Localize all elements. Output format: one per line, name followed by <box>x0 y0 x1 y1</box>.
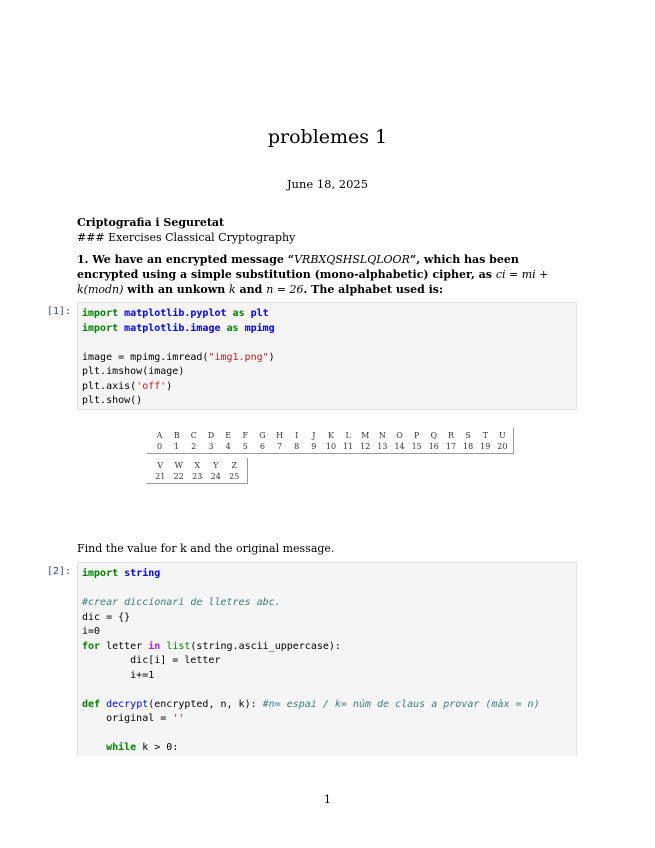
alphabet-row-1 <box>147 428 514 454</box>
alphabet-letter-3: D <box>207 431 215 440</box>
alphabet-row-2 <box>147 458 248 484</box>
alphabet-number-12: 12 <box>360 442 371 451</box>
alphabet-number-2: 2 <box>191 442 197 451</box>
code-cell-2[interactable] <box>77 562 577 756</box>
cell-2-line-8 <box>82 683 572 698</box>
alphabet-letter-15: P <box>413 431 420 440</box>
q1-k: k <box>229 283 236 296</box>
alphabet-letter-13: N <box>378 431 386 440</box>
alphabet-number-4: 25 <box>229 472 240 481</box>
alphabet-number-3: 24 <box>210 472 221 481</box>
alphabet-letter-20: U <box>499 431 506 440</box>
alphabet-letter-4: E <box>225 431 232 440</box>
cell-2-line-10: original = '' <box>82 713 185 724</box>
alphabet-number-9: 9 <box>311 442 317 451</box>
cell-2-prompt: [2]: <box>47 566 72 577</box>
alphabet-letter-4: Z <box>231 461 238 470</box>
alphabet-letter-2: C <box>190 431 197 440</box>
intro <box>77 215 579 245</box>
alphabet-table <box>147 428 514 484</box>
alphabet-number-10: 10 <box>325 442 337 451</box>
alphabet-letter-3: Y <box>213 461 219 470</box>
page-date: June 18, 2025 <box>286 177 369 191</box>
question-1 <box>77 252 579 297</box>
alphabet-number-17: 17 <box>445 442 457 451</box>
cell-2-line-9: def decrypt(encrypted, n, k): #n= espai / k= núm de claus a provar (màx = n) <box>82 698 540 710</box>
alphabet-number-0: 0 <box>157 442 163 451</box>
alphabet-number-20: 20 <box>497 442 508 451</box>
alphabet-letter-1: B <box>173 431 180 440</box>
alphabet-letter-19: T <box>482 431 488 440</box>
q1-message: VRBXQSHSLQLOOR <box>294 253 410 266</box>
q1-num: 1. <box>77 253 89 266</box>
cell-1-line-5: plt.axis('off') <box>82 380 173 392</box>
cell-1-prompt: [1]: <box>47 306 72 317</box>
alphabet-number-15: 15 <box>411 442 422 451</box>
alphabet-number-1: 1 <box>174 442 180 451</box>
code-cell-1[interactable] <box>77 302 577 410</box>
alphabet-number-6: 6 <box>259 442 265 451</box>
alphabet-number-4: 4 <box>225 442 231 451</box>
q1-formula: ci = mi + k(modn) <box>77 268 549 296</box>
cell-2-line-6: dic[i] = letter <box>82 655 221 666</box>
alphabet-letter-12: M <box>361 431 370 440</box>
alphabet-letter-6: G <box>259 431 266 440</box>
cell-2-line-0: import string <box>82 568 161 579</box>
cell-1-line-1: import matplotlib.image as mpimg <box>82 322 275 334</box>
cell-2-line-4: i=0 <box>82 626 101 637</box>
q1-text-e: . The alphabet used is: <box>303 283 444 296</box>
alphabet-number-16: 16 <box>428 442 439 451</box>
alphabet-letter-5: F <box>242 431 249 440</box>
cell-2-line-1 <box>82 582 572 597</box>
alphabet-letter-2: X <box>194 461 201 470</box>
cell-1-line-3: image = mpimg.imread("img1.png") <box>82 351 275 363</box>
alphabet-letter-17: R <box>447 431 454 440</box>
alphabet-number-7: 7 <box>277 442 283 451</box>
alphabet-letter-10: K <box>327 431 334 440</box>
cell-2-line-3: dic = {} <box>82 611 131 623</box>
alphabet-letter-8: I <box>295 431 299 440</box>
alphabet-number-19: 19 <box>480 442 491 451</box>
intro-heading: Criptografia i Seguretat <box>77 216 225 229</box>
intro-subheading: ### Exercises Classical Cryptography <box>77 231 296 244</box>
alphabet-number-3: 3 <box>208 442 214 451</box>
alphabet-number-2: 23 <box>192 472 203 481</box>
q1-text-d: and <box>235 283 267 296</box>
cell-2-line-12: while k > 0: <box>106 742 179 753</box>
alphabet-number-11: 11 <box>343 442 354 451</box>
alphabet-letter-0: A <box>156 431 163 440</box>
cell-2-line-7: i+=1 <box>82 669 155 681</box>
cell-2-line-2: #crear diccionari de lletres abc. <box>82 597 281 608</box>
cell-1-line-4: plt.imshow(image) <box>82 366 185 377</box>
alphabet-letter-0: V <box>157 461 164 470</box>
alphabet-letter-7: H <box>276 431 284 440</box>
alphabet-number-14: 14 <box>394 442 405 451</box>
cell-1-line-6: plt.show() <box>82 395 143 406</box>
alphabet-letter-14: O <box>396 431 403 440</box>
find-text: Find the value for k and the original message. <box>77 542 335 555</box>
alphabet-number-18: 18 <box>463 442 474 451</box>
q1-text-c: with an unkown <box>123 283 230 296</box>
alphabet-number-8: 8 <box>294 442 300 451</box>
alphabet-letter-11: L <box>345 431 351 440</box>
alphabet-letter-9: J <box>312 431 316 440</box>
alphabet-letter-1: W <box>174 461 183 470</box>
alphabet-number-0: 21 <box>155 472 166 481</box>
cell-1-line-2 <box>82 336 572 351</box>
q1-text-a: We have an encrypted message “ <box>92 253 295 266</box>
page-number: 1 <box>324 793 331 806</box>
alphabet-number-1: 22 <box>173 472 184 481</box>
q1-text-b: ”, which has been encrypted using a simple substitution (mono-alphabetic) cipher, as <box>77 253 519 281</box>
q1-n: n = 26 <box>266 283 304 296</box>
alphabet-number-5: 5 <box>242 442 248 451</box>
cell-2-line-11 <box>82 727 572 742</box>
alphabet-number-13: 13 <box>377 442 388 451</box>
cell-2-line-5: for letter in list(string.ascii_uppercase): <box>82 640 341 652</box>
page-title: problemes 1 <box>267 126 388 148</box>
alphabet-letter-16: Q <box>430 431 438 440</box>
alphabet-letter-18: S <box>465 431 471 440</box>
cell-1-line-0: import matplotlib.pyplot as plt <box>82 308 269 319</box>
